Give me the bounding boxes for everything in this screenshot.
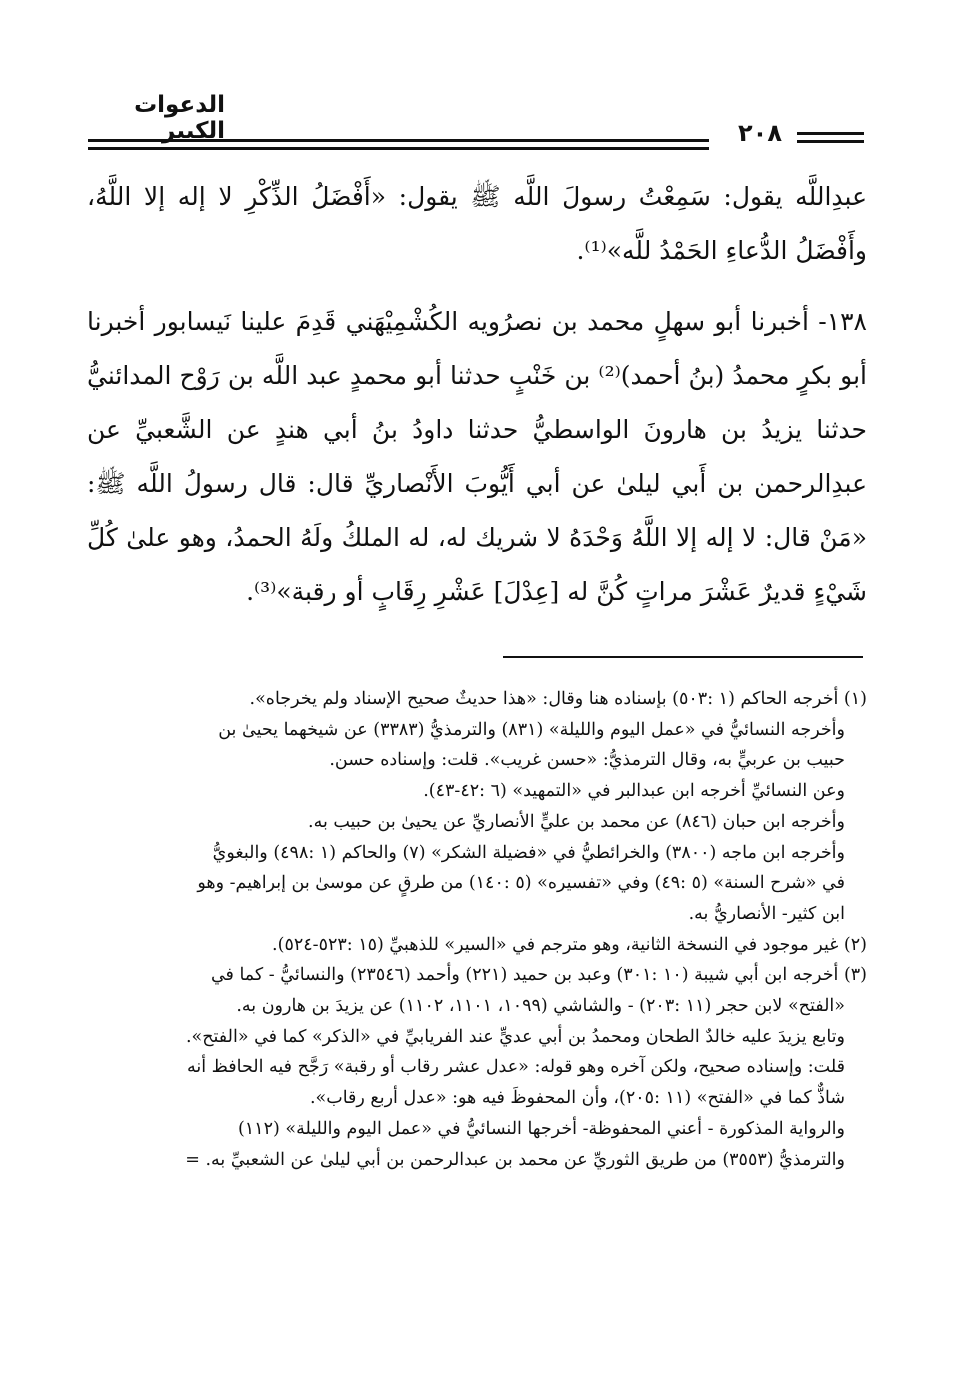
main-paragraph: عبدِاللَّه يقول: سَمِعْتُ رسولَ اللَّه ﷺ يقول: «أَفْضَلُ الذِّكْرِ لا إله إلا اللَّهُ، وأَفْضَلُ الدُّعاءِ الحَمْدُ للَّه»⁽¹⁾.: [87, 182, 867, 265]
page-number-rule-bottom: [797, 140, 864, 143]
footnote-line: (١) أخرجه الحاكم (١ :٥٠٣) بإسناده هنا وقال: «هذا حديثٌ صحيح الإسناد ولم يخرجاه».: [249, 689, 867, 709]
footnote-entry: [87, 1052, 867, 1113]
page-number-rule-top: [797, 132, 864, 135]
footnote-line: «الفتح» لابن حجر (١١ :٢٠٣) - والشاشي (١٠٩٩، ١١٠١، ١١٠٢) عن يزيدَ بن هارون به.: [236, 996, 845, 1017]
footnote-entry: [87, 1114, 867, 1175]
footnote-line: وأخرجه النسائيُّ في «عمل اليوم والليلة» (٨٣١) والترمذيُّ (٣٣٨٣) عن شيخهما يحيىٰ بن: [218, 719, 845, 740]
page-number: ٢٠٨: [738, 119, 782, 147]
main-text: [87, 170, 867, 619]
footnotes: [87, 684, 867, 1175]
footnote-line: ابن كثير- الأنصاريُّ به.: [688, 903, 845, 924]
running-title: الدعوات الكبير: [134, 92, 225, 144]
hadith-paragraph: ١٣٨- أخبرنا أبو سهلٍ محمد بن نصرُويه الكُشْمِيْهَني قَدِمَ علينا نَيسابور أخبرنا أبو بكرٍ محمدُ (بنُ أحمد)⁽²⁾ بن خَنْبٍ حدثنا أبو محمدٍ عبد اللَّه بن رَوْح المدائنيُّ حدثنا يزيدُ بن هارونَ الواسطيُّ حدثنا داودُ بنُ أبي هندٍ عن الشَّعبيِّ عن عبدِالرحمن بن أَبي ليلىٰ عن أبي أَيُّوبَ الأَنْصاريِّ قال: قال رسولُ اللَّه ﷺ: «مَنْ قال: لا إله إلا اللَّهُ وَحْدَهُ لا شريك له، له الملكُ ولَهُ الحمدُ، وهو علىٰ كُلِّ شَيْءٍ قديرٌ عَشْرَ مراتٍ كُنَّ له [عِدْلَ] عَشْرِ رِقَابٍ أو رقبة»⁽³⁾.: [87, 307, 867, 606]
footnote-line: قلت: وإسناده صحيح، ولكن آخره وهو قوله: «عدل عشر رقاب أو رقبة» رَجَّح فيه الحافظ أنه: [186, 1057, 845, 1078]
footnote-entry: [87, 776, 867, 807]
footnote-line: وأخرجه ابن ماجه (٣٨٠٠) والخرائطيُّ في «فضيلة الشكر» (٧) والحاكم (١ :٤٩٨) والبغويُّ: [212, 842, 845, 863]
header-rule-bottom: [88, 147, 709, 150]
footnote-entry: [87, 960, 867, 991]
footnote-entry: [87, 715, 867, 776]
footnote-entry: [87, 684, 867, 715]
footnote-entry: [87, 838, 867, 930]
footnote-line: وعن النسائيِّ أخرجه ابن عبدالبر في «التمهيد» (٦ :٤٢-٤٣).: [423, 781, 845, 802]
footnote-line: في «شرح السنة» (٥ :٤٩) وفي «تفسيره» (٥ :١٤٠) من طرقٍ عن موسىٰ بن إبراهيم- وهو: [197, 873, 845, 894]
footnote-line: حبيب بن عربيٍّ به، وقال الترمذيُّ: «حسن غريب». قلت: وإسناده حسن.: [329, 750, 845, 771]
footnote-line: وأخرجه ابن حبان (٨٤٦) عن محمد بن عليٍّ الأنصاريِّ عن يحيىٰ بن حبيب به.: [308, 811, 845, 832]
footnote-line: شاذٌّ كما في «الفتح» (١١ :٢٠٥)، وأن المحفوظَ فيه هو: «عدل أربع رقاب».: [309, 1088, 845, 1109]
footnote-line: والترمذيُّ (٣٥٥٣) من طريق الثوريِّ عن محمد بن عبدالرحمن بن أبي ليلىٰ عن الشعبيِّ به. =: [185, 1149, 845, 1170]
footnote-entry: [87, 991, 867, 1052]
footnote-separator: [503, 656, 863, 658]
footnote-line: والرواية المذكورة - أعني المحفوظة- أخرجها النسائيُّ في «عمل اليوم والليلة» (١١٢): [237, 1118, 845, 1139]
header-rule-top: [88, 139, 709, 142]
footnote-line: وتابع يزيدَ عليه خالدٌ الطحان ومحمدُ بن أبي عديٍّ عند الفريابيِّ في «الذكر» كما في «الفتح».: [185, 1026, 845, 1047]
footnote-line: (٢) غير موجود في النسخة الثانية، وهو مترجم في «السير» للذهبيِّ (١٥ :٥٢٣-٥٢٤).: [272, 934, 867, 955]
footnote-line: (٣) أخرجه ابن أبي شيبة (١٠ :٣٠١) وعبد بن حميد (٢٢١) وأحمد (٢٣٥٤٦) والنسائيُّ - كما في: [210, 965, 867, 986]
footnote-entry: [87, 807, 867, 838]
footnote-entry: [87, 930, 867, 961]
